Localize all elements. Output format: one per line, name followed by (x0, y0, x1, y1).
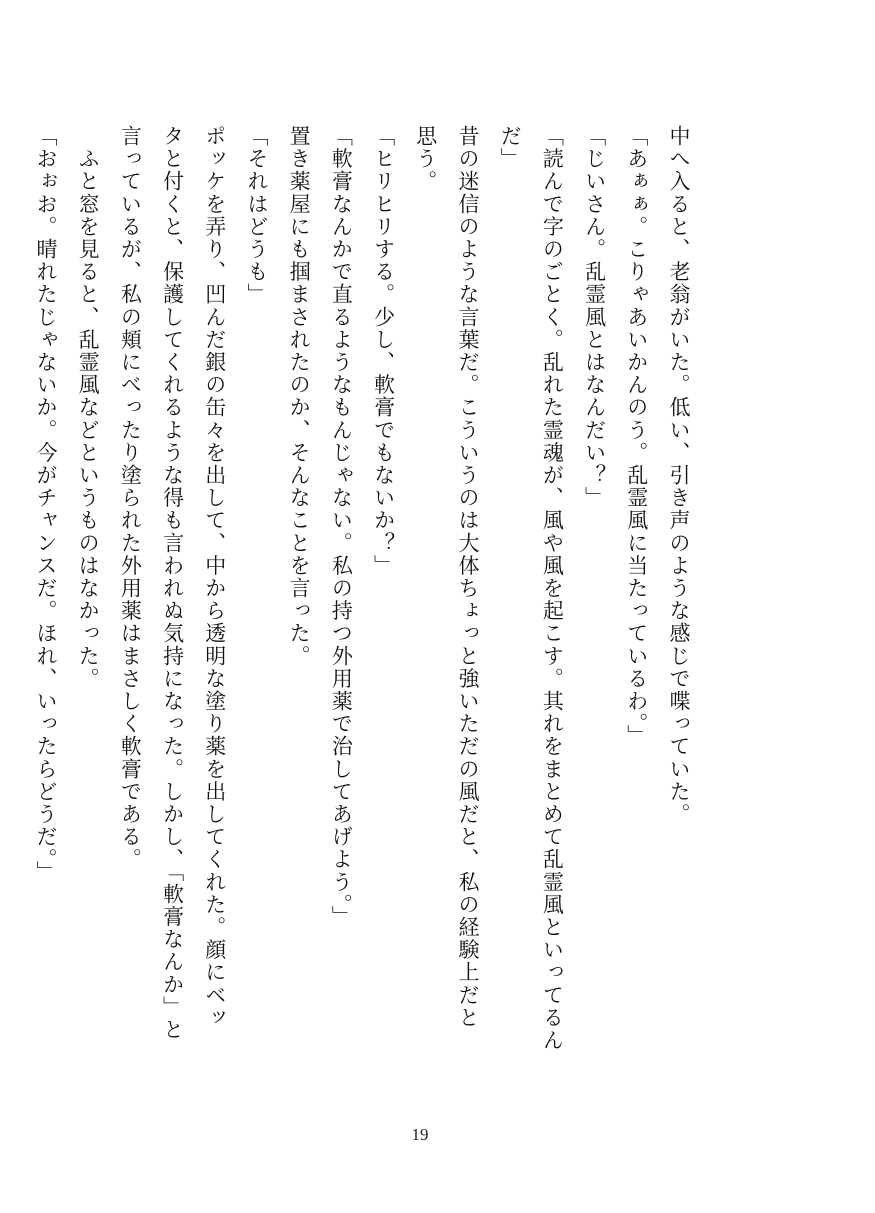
text-line: 「おぉお。晴れたじゃないか。今がチャンスだ。ほれ、いったらどうだ。」 (33, 125, 58, 883)
text-line: 「ヒリヒリする。少し、軟膏でもないか？」 (371, 125, 396, 577)
text-line: だ」 (498, 125, 523, 171)
text-line: 「読んで字のごとく。乱れた霊魂が、風や風を起こす。其れをまとめて乱霊風といってるん (540, 125, 565, 1052)
text-line: 「あぁぁ。こりゃあいかんのう。乱霊風に当たっているわ。」 (624, 125, 649, 748)
text-line: 中へ入ると、老翁がいた。低い、引き声のような感じで喋っていた。 (667, 125, 691, 826)
text-line: 「じいさん。乱霊風とはなんだい？」 (582, 125, 607, 510)
text-line: 「軟膏なんかで直るようなもんじゃない。私の持つ外用薬で治してあげよう。」 (329, 125, 354, 929)
text-line: 置き薬屋にも掴まされたのか、そんなことを言った。 (287, 125, 312, 668)
text-line: 言っているが、私の頬にべったり塗られた外用薬はまさしく軟膏である。 (118, 125, 143, 871)
body-text (25, 125, 700, 1125)
text-line: ふと窓を見ると、乱霊風などというものはなかった。 (76, 125, 101, 690)
text-line: 「それはどうも」 (244, 125, 269, 306)
page-number: 19 (411, 1125, 429, 1144)
text-line: ポッケを弄り、凹んだ銀の缶々を出して、中から透明な塗り薬を出してくれた。顔にベッ (202, 125, 227, 1029)
text-line: 思う。 (413, 125, 438, 193)
text-line: 昔の迷信のような言葉だ。こういうのは大体ちょっと強いただの風だと、私の経験上だと (455, 125, 480, 1029)
text-line: タと付くと、保護してくれるような得も言われぬ気持になった。しかし、「軟膏なんか」と (160, 125, 185, 1042)
